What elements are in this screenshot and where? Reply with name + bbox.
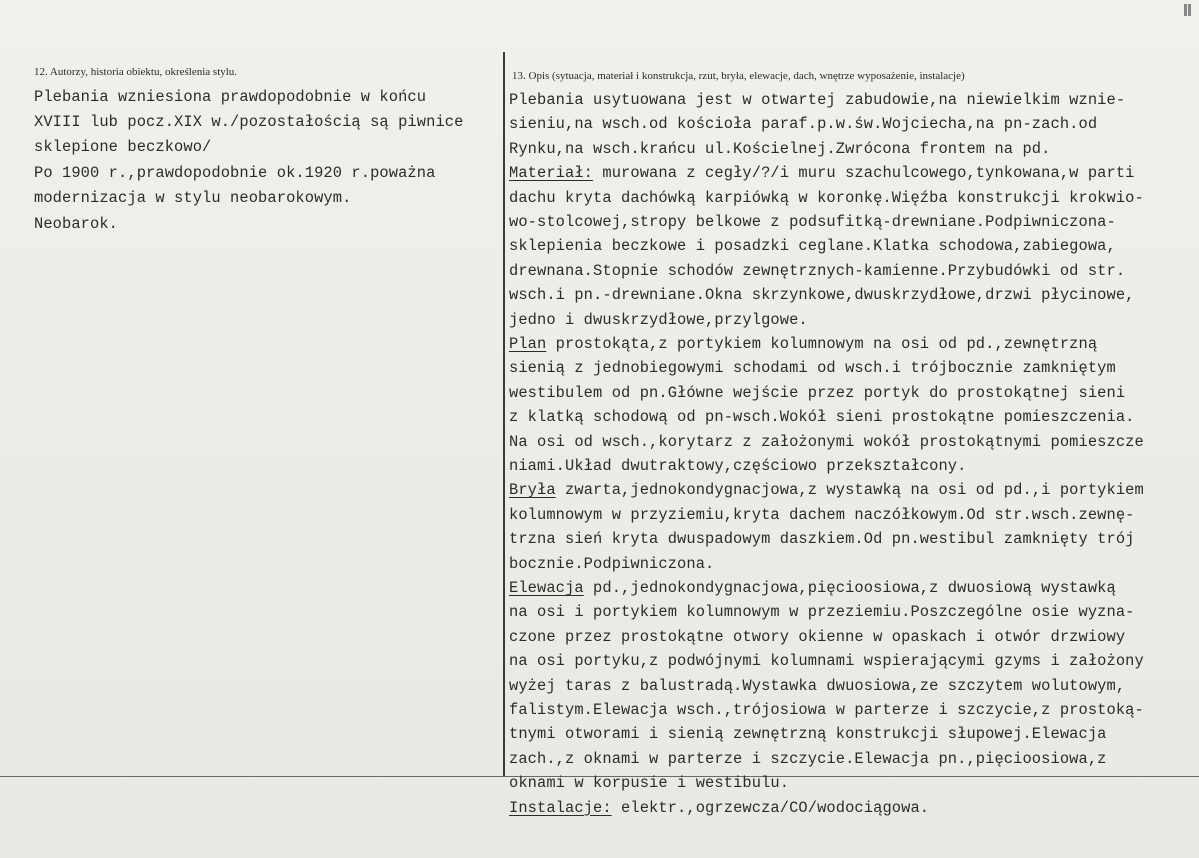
line-text: prostokąta,z portykiem kolumnowym na osi od pd.,zewnętrzną bbox=[546, 335, 1098, 353]
text-line bbox=[509, 140, 1050, 158]
line-text: murowana z cegły/?/i muru szachulcowego,tynkowana,w parti bbox=[593, 164, 1135, 183]
line-text: wyżej taras z balustradą.Wystawka dwuosiowa,ze szczytem wolutowym, bbox=[509, 676, 1126, 695]
line-text: oknami w korpusie i westibulu. bbox=[509, 774, 790, 793]
text-line bbox=[509, 311, 808, 329]
section-label: Plan bbox=[509, 335, 547, 353]
text-line: modernizacja w stylu neobarokowym. bbox=[34, 189, 352, 207]
text-line: Neobarok. bbox=[34, 215, 119, 233]
binder-mark bbox=[1188, 4, 1191, 16]
line-text: westibulem od pn.Główne wejście przez portyk do prostokątnej sieni bbox=[509, 383, 1126, 402]
section-label: Elewacja bbox=[509, 579, 584, 597]
text-line bbox=[509, 433, 1144, 451]
text-line bbox=[509, 506, 1135, 524]
text-line bbox=[509, 701, 1144, 719]
line-text: z klatką schodową od pn-wsch.Wokół sieni prostokątne pomieszczenia. bbox=[509, 408, 1135, 427]
section-label: Materiał: bbox=[509, 164, 594, 183]
text-line bbox=[509, 384, 1125, 402]
line-text: niami.Układ dwutraktowy,częściowo przekształcony. bbox=[509, 457, 967, 475]
text-line: Po 1900 r.,prawdopodobnie ok.1920 r.poważna bbox=[34, 164, 436, 182]
section-12-header: 12. Autorzy, historia obiektu, określenia stylu. bbox=[34, 66, 238, 78]
text-line bbox=[509, 774, 789, 792]
text-line: Plebania wzniesiona prawdopodobnie w końcu bbox=[34, 88, 427, 106]
text-line bbox=[509, 408, 1135, 426]
text-line bbox=[509, 725, 1107, 743]
text-line bbox=[509, 652, 1144, 670]
text-line bbox=[509, 677, 1125, 695]
line-text: kolumnowym w przyziemiu,kryta dachem naczółkowym.Od str.wsch.zewnę- bbox=[509, 505, 1135, 524]
line-text: Na osi od wsch.,korytarz z założonymi wokół prostokątnymi pomieszcze bbox=[509, 432, 1144, 451]
line-text: dachu kryta dachówką karpiówką w koronkę.Więźba konstrukcji krokwio- bbox=[509, 188, 1144, 207]
text-line bbox=[509, 213, 1116, 231]
section-label: Bryła bbox=[509, 481, 556, 500]
text-line bbox=[509, 555, 714, 573]
line-text: jedno i dwuskrzydłowe,przylgowe. bbox=[509, 310, 808, 329]
text-line bbox=[509, 750, 1107, 768]
text-line bbox=[509, 237, 1116, 255]
line-text: zach.,z oknami w parterze i szczycie.Elewacja pn.,pięcioosiowa,z bbox=[509, 749, 1107, 768]
binder-mark bbox=[1184, 4, 1187, 16]
text-line bbox=[509, 262, 1125, 280]
text-line bbox=[509, 359, 1116, 377]
text-line bbox=[509, 799, 929, 817]
line-text: Plebania usytuowana jest w otwartej zabudowie,na niewielkim wznie- bbox=[509, 91, 1126, 109]
section-label: Instalacje: bbox=[509, 798, 612, 817]
line-text: trzna sień kryta dwuspadowym daszkiem.Od pn.westibul zamknięty trój bbox=[509, 530, 1135, 549]
line-text: na osi i portykiem kolumnowym w przeziemiu.Poszczególne osie wyzna- bbox=[509, 603, 1135, 622]
line-text: czone przez prostokątne otwory okienne w opaskach i otwór drzwiowy bbox=[509, 627, 1126, 646]
line-text: wsch.i pn.-drewniane.Okna skrzynkowe,dwuskrzydłowe,drzwi płycinowe, bbox=[509, 286, 1135, 305]
line-text: Rynku,na wsch.krańcu ul.Kościelnej.Zwrócona frontem na pd. bbox=[509, 139, 1051, 158]
line-text: sieniu,na wsch.od kościoła paraf.p.w.św.Wojciecha,na pn-zach.od bbox=[509, 115, 1098, 134]
line-text: drewnana.Stopnie schodów zewnętrznych-kamienne.Przybudówki od str. bbox=[509, 261, 1126, 280]
text-line bbox=[509, 481, 1144, 499]
line-text: pd.,jednokondygnacjowa,pięcioosiowa,z dwuosiową wystawką bbox=[583, 579, 1116, 597]
text-line bbox=[509, 91, 1125, 109]
text-line bbox=[509, 189, 1144, 207]
line-text: wo-stolcowej,stropy belkowe z podsufitką-drewniane.Podpiwniczona- bbox=[509, 213, 1116, 231]
text-line bbox=[509, 579, 1116, 597]
text-line bbox=[509, 164, 1135, 182]
column-divider bbox=[503, 52, 505, 777]
text-line bbox=[509, 286, 1135, 304]
text-line bbox=[509, 457, 966, 475]
line-text: falistym.Elewacja wsch.,trójosiowa w parterze i szczycie,z prostoką- bbox=[509, 701, 1144, 719]
line-text: bocznie.Podpiwniczona. bbox=[509, 554, 715, 573]
section-13-header: 13. Opis (sytuacja, materiał i konstrukcja, rzut, bryła, elewacje, dach, wnętrze wyposażenie, instalacje) bbox=[512, 70, 965, 82]
text-line bbox=[509, 628, 1125, 646]
text-line bbox=[509, 115, 1097, 133]
line-text: sienią z jednobiegowymi schodami od wsch.i trójbocznie zamkniętym bbox=[509, 359, 1116, 378]
line-text: zwarta,jednokondygnacjowa,z wystawką na osi od pd.,i portykiem bbox=[555, 481, 1144, 500]
text-line: sklepione beczkowo/ bbox=[34, 138, 212, 156]
text-line: XVIII lub pocz.XIX w./pozostałością są piwnice bbox=[34, 113, 464, 131]
text-line bbox=[509, 335, 1097, 353]
line-text: sklepienia beczkowe i posadzki ceglane.Klatka schodowa,zabiegowa, bbox=[509, 237, 1116, 256]
line-text: elektr.,ogrzewcza/CO/wodociągowa. bbox=[611, 798, 930, 817]
line-text: tnymi otworami i sienią zewnętrzną konstrukcji słupowej.Elewacja bbox=[509, 725, 1107, 744]
text-line bbox=[509, 603, 1135, 621]
text-line bbox=[509, 530, 1135, 548]
line-text: na osi portyku,z podwójnymi kolumnami wspierającymi gzyms i założony bbox=[509, 652, 1144, 671]
